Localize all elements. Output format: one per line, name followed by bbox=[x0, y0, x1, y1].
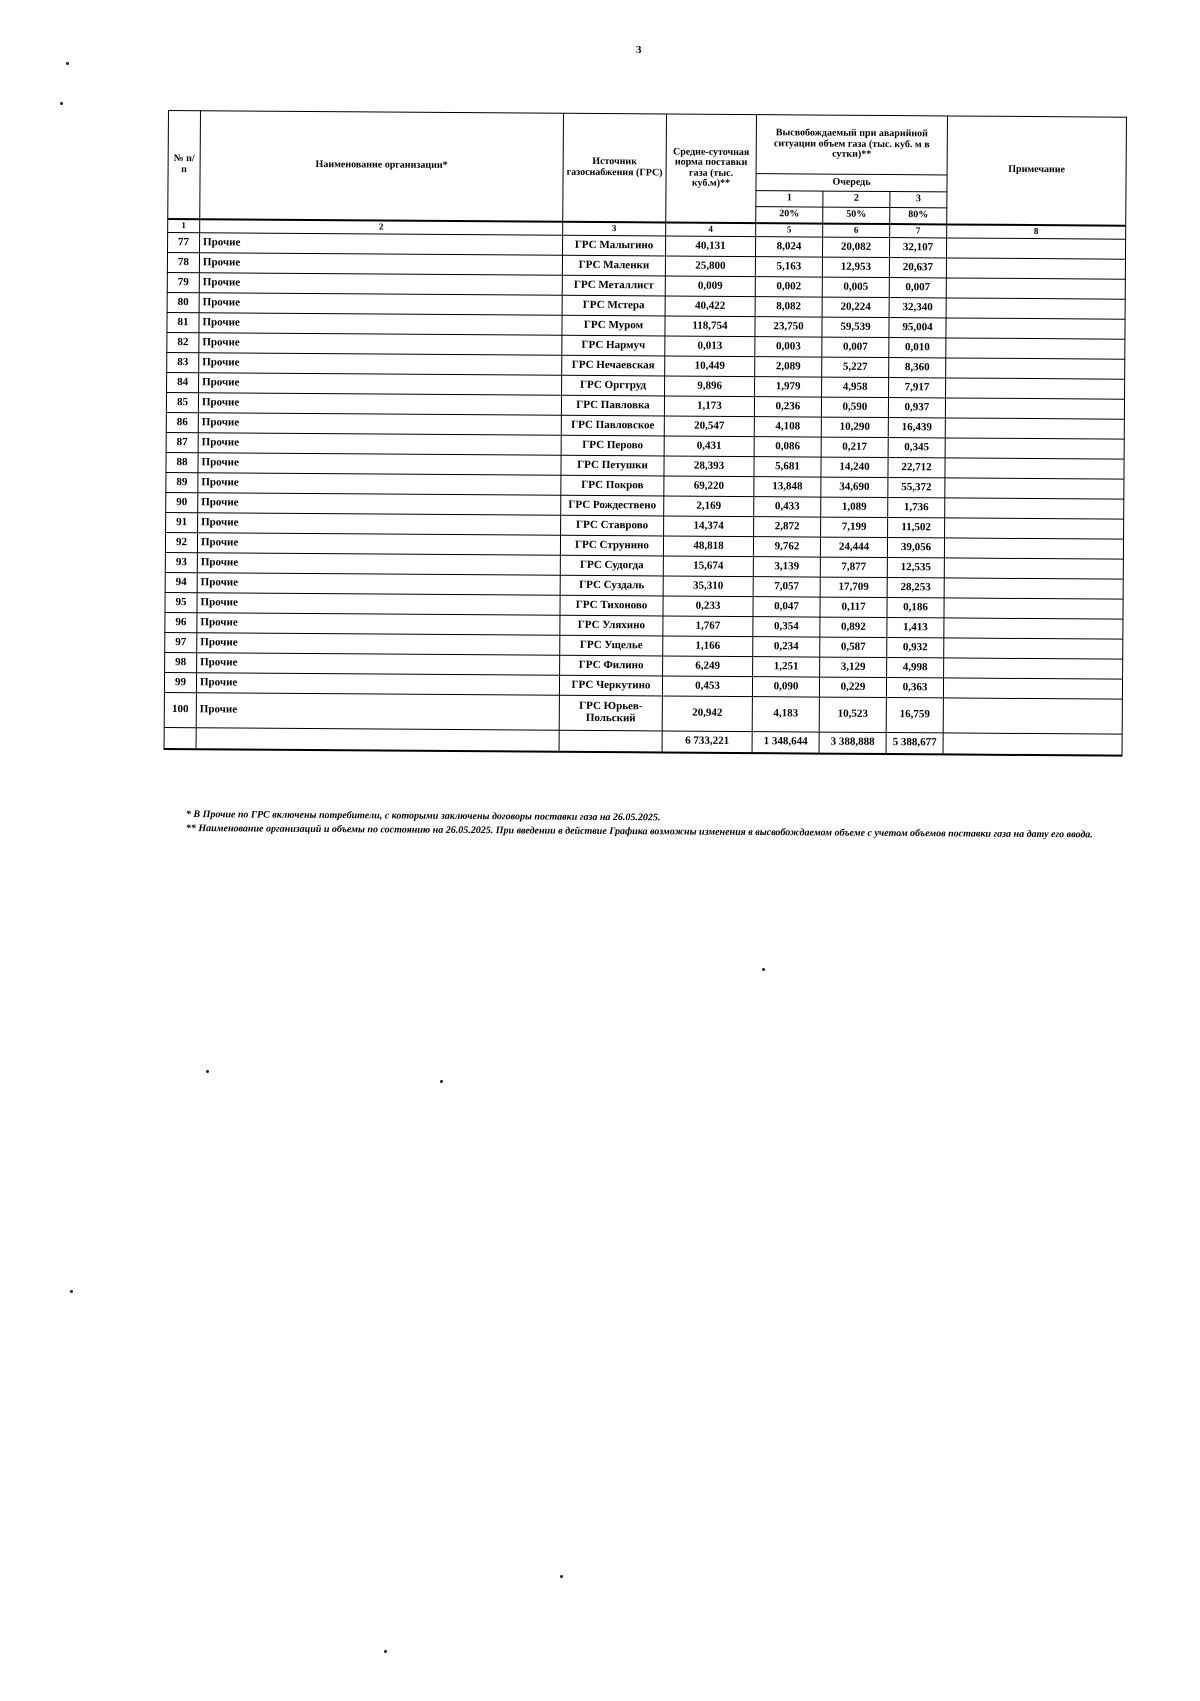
row-number: 100 bbox=[164, 692, 196, 727]
row-norm: 6,249 bbox=[663, 656, 753, 677]
row-queue-3: 16,439 bbox=[888, 418, 945, 438]
row-queue-1: 0,354 bbox=[753, 617, 820, 637]
row-queue-1: 0,236 bbox=[754, 397, 821, 417]
row-organization: Прочие bbox=[198, 453, 561, 476]
row-number: 90 bbox=[166, 492, 198, 512]
row-queue-1: 5,163 bbox=[755, 257, 822, 277]
row-organization: Прочие bbox=[197, 553, 560, 576]
row-organization: Прочие bbox=[197, 633, 560, 656]
row-queue-1: 4,183 bbox=[752, 697, 819, 732]
row-number: 96 bbox=[165, 612, 197, 632]
row-note bbox=[945, 498, 1124, 519]
row-number: 94 bbox=[165, 572, 197, 592]
row-number: 98 bbox=[165, 652, 197, 672]
row-queue-1: 23,750 bbox=[755, 317, 822, 337]
total-queue-2: 3 388,888 bbox=[819, 732, 886, 754]
row-organization: Прочие bbox=[198, 473, 561, 496]
row-number: 99 bbox=[164, 672, 196, 692]
row-norm: 48,818 bbox=[663, 536, 753, 557]
row-queue-3: 11,502 bbox=[888, 518, 945, 538]
row-queue-2: 17,709 bbox=[820, 577, 887, 597]
row-source: ГРС Маленки bbox=[562, 255, 665, 276]
scan-speck bbox=[440, 1080, 443, 1083]
scan-speck bbox=[66, 62, 69, 65]
row-queue-2: 0,590 bbox=[821, 397, 888, 417]
row-norm: 25,800 bbox=[665, 256, 755, 277]
row-note bbox=[945, 418, 1124, 439]
row-note bbox=[946, 298, 1125, 319]
row-queue-3: 1,413 bbox=[887, 618, 944, 638]
row-queue-1: 7,057 bbox=[753, 577, 820, 597]
header-queue-3: 3 bbox=[890, 192, 947, 208]
row-source: ГРС Малыгино bbox=[562, 235, 665, 256]
row-norm: 118,754 bbox=[665, 316, 755, 337]
row-queue-1: 0,234 bbox=[753, 637, 820, 657]
row-queue-3: 32,340 bbox=[889, 298, 946, 318]
row-queue-2: 12,953 bbox=[822, 257, 889, 277]
column-number: 8 bbox=[947, 224, 1126, 239]
row-number: 81 bbox=[167, 312, 199, 332]
row-number: 88 bbox=[166, 452, 198, 472]
row-norm: 14,374 bbox=[664, 516, 754, 537]
row-queue-3: 0,937 bbox=[888, 398, 945, 418]
row-queue-1: 0,086 bbox=[754, 437, 821, 457]
row-queue-3: 95,004 bbox=[889, 318, 946, 338]
row-number: 77 bbox=[168, 233, 200, 253]
row-queue-1: 2,089 bbox=[755, 357, 822, 377]
row-note bbox=[944, 598, 1123, 619]
footnote-1: * В Прочие по ГРС включены потребители, с которыми заключены договоры поставки газа на 26.05.2025. bbox=[185, 809, 661, 824]
row-source: ГРС Нармуч bbox=[562, 335, 665, 356]
header-note: Примечание bbox=[947, 116, 1127, 226]
row-note bbox=[945, 518, 1124, 539]
row-queue-3: 0,007 bbox=[889, 278, 946, 298]
row-queue-3: 4,998 bbox=[887, 658, 944, 678]
row-number: 89 bbox=[166, 472, 198, 492]
row-norm: 0,453 bbox=[662, 676, 752, 697]
row-queue-1: 1,251 bbox=[753, 657, 820, 677]
row-note bbox=[946, 238, 1125, 259]
row-organization: Прочие bbox=[197, 573, 560, 596]
row-norm: 20,942 bbox=[662, 696, 752, 732]
row-queue-2: 34,690 bbox=[821, 477, 888, 497]
row-source: ГРС Металлист bbox=[562, 275, 665, 296]
row-note bbox=[946, 318, 1125, 339]
column-number: 4 bbox=[666, 222, 756, 236]
row-number: 82 bbox=[167, 332, 199, 352]
row-queue-3: 0,010 bbox=[889, 338, 946, 358]
row-organization: Прочие bbox=[198, 393, 561, 416]
total-queue-1: 1 348,644 bbox=[752, 732, 819, 754]
row-queue-2: 10,290 bbox=[821, 417, 888, 437]
row-number: 85 bbox=[166, 392, 198, 412]
row-queue-2: 0,217 bbox=[821, 437, 888, 457]
row-queue-2: 24,444 bbox=[820, 537, 887, 557]
row-note bbox=[946, 358, 1125, 379]
header-queue-2: 2 bbox=[823, 191, 890, 207]
row-norm: 15,674 bbox=[663, 556, 753, 577]
row-note bbox=[946, 338, 1125, 359]
column-number: 3 bbox=[563, 222, 666, 236]
row-norm: 35,310 bbox=[663, 576, 753, 597]
row-norm: 0,233 bbox=[663, 596, 753, 617]
row-organization: Прочие bbox=[198, 413, 561, 436]
row-source: ГРС Ущелье bbox=[560, 635, 663, 656]
header-queue: Очередь bbox=[756, 174, 947, 192]
row-queue-1: 9,762 bbox=[753, 537, 820, 557]
header-organization: Наименование организации* bbox=[200, 111, 564, 222]
row-organization: Прочие bbox=[198, 493, 561, 516]
row-organization: Прочие bbox=[199, 353, 562, 376]
row-source: ГРС Черкутино bbox=[559, 675, 662, 696]
row-queue-1: 2,872 bbox=[754, 517, 821, 537]
column-number: 1 bbox=[168, 219, 200, 233]
row-note bbox=[944, 658, 1123, 679]
row-note bbox=[944, 578, 1123, 599]
row-organization: Прочие bbox=[197, 613, 560, 636]
header-norm: Средне-суточная норма поставки газа (тыс. куб.м)** bbox=[666, 114, 757, 223]
row-note bbox=[946, 278, 1125, 299]
row-source: ГРС Нечаевская bbox=[562, 355, 665, 376]
row-note bbox=[943, 678, 1122, 699]
row-source: ГРС Судогда bbox=[560, 555, 663, 576]
row-organization: Прочие bbox=[199, 333, 562, 356]
scan-speck bbox=[70, 1290, 73, 1293]
footnote-2: ** Наименование организаций и объемы по состоянию на 26.05.2025. При введении в действие Графика возможны изменения в высвобождаемом объеме с учетом объемов поставки газа на дату его ввода. bbox=[185, 822, 1093, 840]
row-number: 95 bbox=[165, 592, 197, 612]
row-queue-3: 8,360 bbox=[889, 358, 946, 378]
row-source: ГРС Муром bbox=[562, 315, 665, 336]
scan-speck bbox=[560, 1575, 563, 1578]
row-organization: Прочие bbox=[197, 593, 560, 616]
row-queue-1: 8,024 bbox=[755, 237, 822, 257]
row-queue-3: 0,932 bbox=[887, 638, 944, 658]
row-organization: Прочие bbox=[199, 293, 562, 316]
row-source: ГРС Павловское bbox=[561, 415, 664, 436]
row-organization: Прочие bbox=[199, 373, 562, 396]
row-queue-2: 0,892 bbox=[820, 617, 887, 637]
row-note bbox=[944, 638, 1123, 659]
row-queue-2: 0,005 bbox=[822, 277, 889, 297]
row-number: 92 bbox=[165, 532, 197, 552]
row-norm: 0,013 bbox=[665, 336, 755, 357]
row-note bbox=[946, 378, 1125, 399]
row-number: 79 bbox=[167, 272, 199, 292]
header-number: № п/п bbox=[168, 111, 201, 220]
row-note bbox=[944, 558, 1123, 579]
row-note bbox=[945, 398, 1124, 419]
row-number: 84 bbox=[167, 372, 199, 392]
row-queue-1: 1,979 bbox=[755, 377, 822, 397]
gas-schedule-table bbox=[164, 110, 1127, 757]
row-organization: Прочие bbox=[199, 313, 562, 336]
row-queue-2: 7,199 bbox=[821, 517, 888, 537]
header-source: Источник газоснабжения (ГРС) bbox=[563, 113, 667, 222]
row-source: ГРС Павловка bbox=[561, 395, 664, 416]
header-queue-1: 1 bbox=[756, 191, 823, 207]
row-queue-2: 0,117 bbox=[820, 597, 887, 617]
column-number: 6 bbox=[823, 224, 890, 238]
scan-speck bbox=[762, 968, 765, 971]
row-norm: 28,393 bbox=[664, 456, 754, 477]
row-organization: Прочие bbox=[199, 253, 562, 276]
header-pct-2: 50% bbox=[823, 207, 890, 224]
scan-speck bbox=[206, 1070, 209, 1073]
header-pct-1: 20% bbox=[756, 207, 823, 224]
row-note bbox=[944, 538, 1123, 559]
gas-schedule-table-wrapper bbox=[164, 110, 1126, 757]
row-queue-3: 20,637 bbox=[889, 258, 946, 278]
row-source: ГРС Суздаль bbox=[560, 575, 663, 596]
row-queue-1: 4,108 bbox=[754, 417, 821, 437]
row-norm: 1,767 bbox=[663, 616, 753, 637]
row-norm: 40,131 bbox=[665, 236, 755, 257]
row-norm: 9,896 bbox=[665, 376, 755, 397]
row-organization: Прочие bbox=[198, 513, 561, 536]
row-source: ГРС Уляхино bbox=[560, 615, 663, 636]
row-queue-3: 0,186 bbox=[887, 598, 944, 618]
row-norm: 10,449 bbox=[665, 356, 755, 377]
row-queue-3: 39,056 bbox=[887, 538, 944, 558]
row-source: ГРС Тихоново bbox=[560, 595, 663, 616]
row-queue-2: 20,224 bbox=[822, 297, 889, 317]
row-note bbox=[946, 258, 1125, 279]
row-queue-2: 0,587 bbox=[820, 637, 887, 657]
row-queue-2: 10,523 bbox=[819, 697, 886, 732]
row-norm: 1,173 bbox=[664, 396, 754, 417]
total-norm: 6 733,221 bbox=[662, 731, 752, 753]
row-queue-3: 0,345 bbox=[888, 438, 945, 458]
row-number: 91 bbox=[166, 512, 198, 532]
row-queue-1: 0,003 bbox=[755, 337, 822, 357]
column-number: 2 bbox=[200, 219, 563, 235]
row-source: ГРС Петушки bbox=[561, 455, 664, 476]
row-queue-2: 20,082 bbox=[822, 237, 889, 257]
row-queue-1: 0,433 bbox=[754, 497, 821, 517]
scan-speck bbox=[60, 102, 63, 105]
row-number: 97 bbox=[165, 632, 197, 652]
row-norm: 0,009 bbox=[665, 276, 755, 297]
row-organization: Прочие bbox=[200, 233, 563, 256]
row-queue-3: 32,107 bbox=[889, 238, 946, 258]
row-organization: Прочие bbox=[198, 433, 561, 456]
row-note bbox=[943, 698, 1122, 734]
row-source: ГРС Струнино bbox=[560, 535, 663, 556]
row-norm: 1,166 bbox=[663, 636, 753, 657]
header-pct-3: 80% bbox=[890, 208, 947, 225]
row-source: ГРС Ставрово bbox=[561, 515, 664, 536]
row-queue-1: 0,047 bbox=[753, 597, 820, 617]
row-number: 78 bbox=[167, 253, 199, 273]
row-source: ГРС Оргтруд bbox=[562, 375, 665, 396]
page-number: 3 bbox=[636, 44, 642, 56]
column-number: 5 bbox=[756, 223, 823, 237]
row-queue-3: 7,917 bbox=[889, 378, 946, 398]
row-norm: 20,547 bbox=[664, 416, 754, 437]
row-queue-2: 7,877 bbox=[820, 557, 887, 577]
column-number: 7 bbox=[890, 224, 947, 238]
row-organization: Прочие bbox=[196, 673, 559, 696]
table-body bbox=[164, 233, 1125, 735]
row-queue-3: 1,736 bbox=[888, 498, 945, 518]
row-number: 86 bbox=[166, 412, 198, 432]
row-queue-2: 5,227 bbox=[822, 357, 889, 377]
row-number: 83 bbox=[167, 352, 199, 372]
row-queue-2: 0,007 bbox=[822, 337, 889, 357]
row-norm: 0,431 bbox=[664, 436, 754, 457]
row-queue-2: 59,539 bbox=[822, 317, 889, 337]
row-number: 93 bbox=[165, 552, 197, 572]
row-source: ГРС Рождествено bbox=[561, 495, 664, 516]
row-queue-2: 14,240 bbox=[821, 457, 888, 477]
row-queue-2: 1,089 bbox=[821, 497, 888, 517]
row-number: 80 bbox=[167, 292, 199, 312]
row-queue-2: 4,958 bbox=[822, 377, 889, 397]
header-released-volume: Высвобождаемый при аварийной ситуации объем газа (тыс. куб. м в сутки)** bbox=[756, 115, 947, 175]
row-queue-3: 22,712 bbox=[888, 458, 945, 478]
row-queue-1: 5,681 bbox=[754, 457, 821, 477]
row-queue-3: 16,759 bbox=[886, 698, 943, 733]
row-queue-1: 8,082 bbox=[755, 297, 822, 317]
row-note bbox=[945, 438, 1124, 459]
row-note bbox=[944, 618, 1123, 639]
row-queue-2: 0,229 bbox=[819, 677, 886, 697]
footnotes bbox=[186, 808, 1106, 841]
row-source: ГРС Юрьев-Польский bbox=[559, 695, 662, 731]
row-queue-3: 0,363 bbox=[886, 678, 943, 698]
row-queue-3: 28,253 bbox=[887, 578, 944, 598]
row-note bbox=[945, 478, 1124, 499]
row-queue-3: 55,372 bbox=[888, 478, 945, 498]
row-queue-1: 0,002 bbox=[755, 277, 822, 297]
row-organization: Прочие bbox=[197, 533, 560, 556]
scan-speck bbox=[384, 1650, 387, 1653]
row-note bbox=[945, 458, 1124, 479]
row-source: ГРС Филино bbox=[560, 655, 663, 676]
row-queue-1: 3,139 bbox=[753, 557, 820, 577]
row-organization: Прочие bbox=[197, 653, 560, 676]
row-queue-1: 0,090 bbox=[752, 677, 819, 697]
row-norm: 40,422 bbox=[665, 296, 755, 317]
row-queue-1: 13,848 bbox=[754, 477, 821, 497]
row-organization: Прочие bbox=[196, 693, 559, 731]
row-source: ГРС Покров bbox=[561, 475, 664, 496]
row-queue-3: 12,535 bbox=[887, 558, 944, 578]
row-organization: Прочие bbox=[199, 273, 562, 296]
row-number: 87 bbox=[166, 432, 198, 452]
row-source: ГРС Мстера bbox=[562, 295, 665, 316]
row-source: ГРС Перово bbox=[561, 435, 664, 456]
row-norm: 2,169 bbox=[664, 496, 754, 517]
row-norm: 69,220 bbox=[664, 476, 754, 497]
total-queue-3: 5 388,677 bbox=[886, 733, 943, 755]
row-queue-2: 3,129 bbox=[820, 657, 887, 677]
